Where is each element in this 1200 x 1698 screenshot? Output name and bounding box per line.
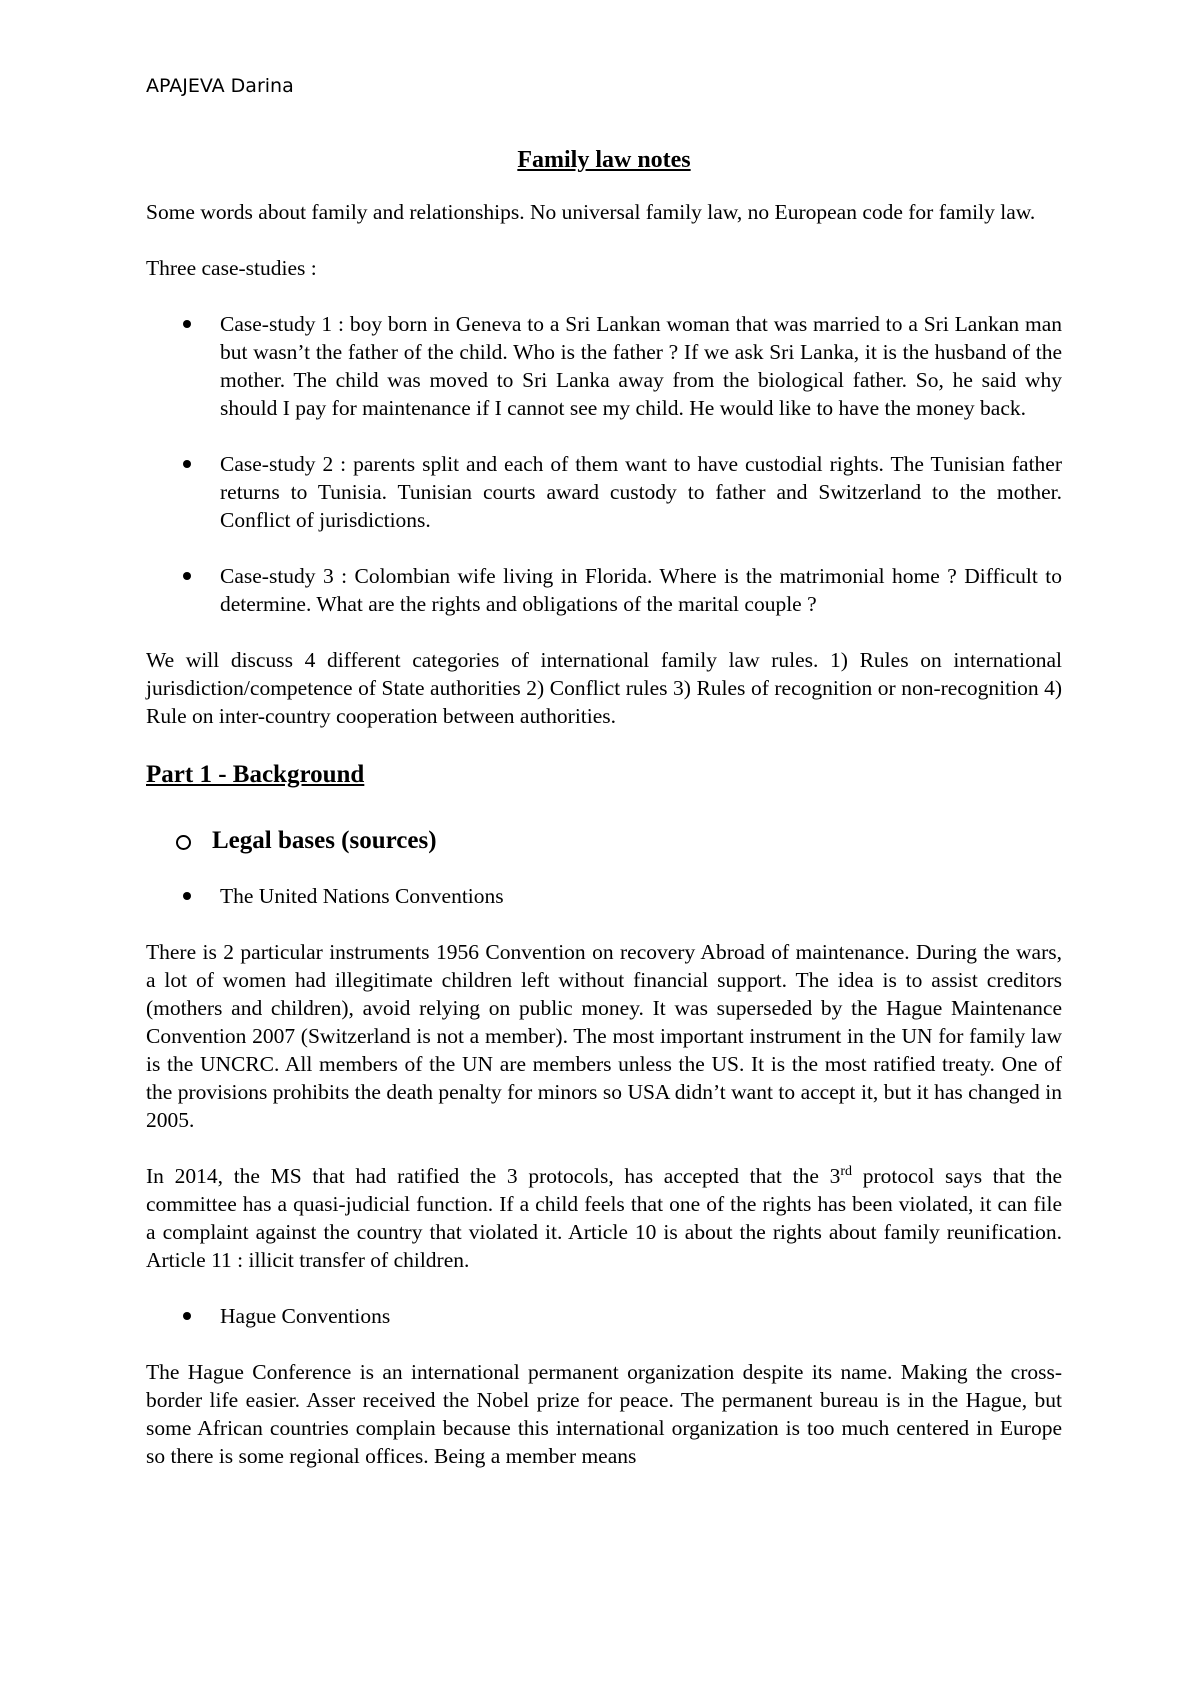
case-study-list [146, 310, 1062, 618]
protocol-text-before: In 2014, the MS that had ratified the 3 protocols, has accepted that the 3 [146, 1164, 841, 1188]
un-conventions-list [146, 882, 1062, 910]
list-item [146, 310, 1062, 422]
case-study-3-text: Case-study 3 : Colombian wife living in Florida. Where is the matrimonial home ? Difficult to determine. What are the rights and obligations of the marital couple ? [220, 564, 1062, 616]
protocol-ordinal-superscript: rd [840, 1163, 852, 1179]
hague-list [146, 1302, 1062, 1330]
list-item [146, 562, 1062, 618]
hollow-circle-bullet-icon [176, 835, 191, 850]
legal-bases-heading [146, 824, 1062, 858]
document-title: Family law notes [517, 147, 691, 173]
list-item [146, 882, 1062, 910]
legal-bases-heading-text: Legal bases (sources) [212, 827, 437, 854]
case-study-1-text: Case-study 1 : boy born in Geneva to a Sri Lankan woman that was married to a Sri Lankan man but wasn’t the father of the child. Who is the father ? If we ask Sri Lanka, it is the husband of the mother. The child was moved to Sri Lanka away from the biological father. So, he said why should I pay for maintenance if I cannot see my child. He would like to have the money back. [220, 312, 1062, 420]
case-studies-intro: Three case-studies : [146, 256, 317, 280]
bullet-icon [183, 572, 191, 580]
bullet-icon [183, 1312, 191, 1320]
categories-paragraph: We will discuss 4 different categories of international family law rules. 1) Rules on international jurisdiction/competence of State authorities 2) Conflict rules 3) Rules of recognition or non-recognition 4) Rule on inter-country cooperation between authorities. [146, 648, 1062, 728]
part-1-heading: Part 1 - Background [146, 761, 365, 788]
intro-paragraph: Some words about family and relationships. No universal family law, no European code for family law. [146, 200, 1036, 224]
un-conventions-label: The United Nations Conventions [220, 884, 504, 908]
bullet-icon [183, 320, 191, 328]
hague-label: Hague Conventions [220, 1304, 391, 1328]
author-name: APAJEVA Darina [146, 75, 294, 97]
list-item [146, 450, 1062, 534]
document-body [146, 146, 1062, 1498]
case-study-2-text: Case-study 2 : parents split and each of them want to have custodial rights. The Tunisian father returns to Tunisia. Tunisian courts award custody to father and Switzerland to the mother. Conflict of jurisdictions. [220, 452, 1062, 532]
bullet-icon [183, 892, 191, 900]
protocol-text-after: protocol says that the committee has a quasi-judicial function. If a child feels that one of the rights has been violated, it can file a complaint against the country that violated it. Article 10 is about the rights about family reunification. Article 11 : illicit transfer of children. [146, 1164, 1062, 1272]
bullet-icon [183, 460, 191, 468]
un-paragraph: There is 2 particular instruments 1956 Convention on recovery Abroad of maintenance. During the wars, a lot of women had illegitimate children left without financial support. The idea is to assist creditors (mothers and children), avoid relying on public money. It was superseded by the Hague Maintenance Convention 2007 (Switzerland is not a member). The most important instrument in the UN for family law is the UNCRC. All members of the UN are members unless the US. It is the most ratified treaty. One of the provisions prohibits the death penalty for minors so USA didn’t want to accept it, but it has changed in 2005. [146, 940, 1062, 1132]
list-item [146, 1302, 1062, 1330]
protocol-paragraph [146, 1162, 1062, 1274]
hague-paragraph: The Hague Conference is an international permanent organization despite its name. Making the cross-border life easier. Asser received the Nobel prize for peace. The permanent bureau is in the Hague, but some African countries complain because this international organization is too much centered in Europe so there is some regional offices. Being a member means [146, 1360, 1062, 1468]
